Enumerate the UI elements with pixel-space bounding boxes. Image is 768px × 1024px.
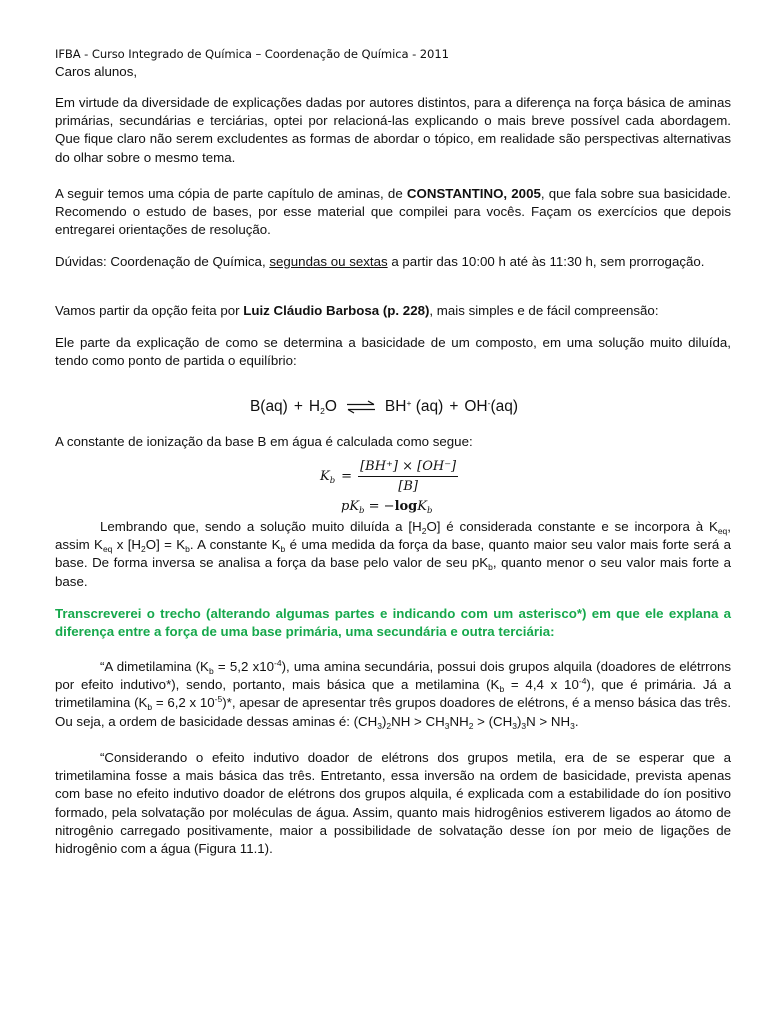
paragraph-source xyxy=(55,185,731,240)
product-conjugate-acid: BH+ (aq) xyxy=(384,398,444,415)
source-citation: CONSTANTINO, 2005 xyxy=(406,186,541,201)
kb-formula xyxy=(320,455,458,497)
highlight-heading: Transcreverei o trecho (alterando algumas partes e indicando com um asterisco*) em que ele explana a diferença entre a força de uma base primária, uma secundária e outra terciária: xyxy=(55,606,731,640)
equilibrium-arrow-icon xyxy=(345,400,377,414)
equals-sign: = xyxy=(341,468,353,484)
paragraph-source-after: , que fala sobre sua basicidade. Recomendo o estudo de bases, por esse material que compilei para vocês. Façam os exercícios que depois entregarei orientações de resolução. xyxy=(55,186,731,238)
kb-denominator: [B] xyxy=(398,478,418,494)
paragraph-author-before: Vamos partir da opção feita por xyxy=(55,303,244,318)
kb-fraction xyxy=(358,459,458,494)
paragraph-kb-explanation: Lembrando que, sendo a solução muito diluída a $[H_2O]$ é considerada constante e se incorpora à $K_{eq}$, assim $K_{eq}$ x $[H_2O] = K_b$. A constante $K_b$ é uma medida da força da base, quanto maior seu valor mais forte será a base. De forma inversa se analisa a força da base pelo valor de seu $pK_b$, quanto menor o seu valor mais forte a base. xyxy=(55,519,731,589)
pkb-formula: $pK_b = -\log K_b$ xyxy=(341,499,433,516)
paragraph-questions xyxy=(55,253,731,271)
paragraph-constant-intro: A constante de ionização da base B em água é calculada como segue: xyxy=(55,434,473,449)
paragraph-intro: Em virtude da diversidade de explicações dadas por autores distintos, para a diferença na força básica de aminas primárias, secundárias e terciárias, optei por relacioná-las explicando o mais breve possível cada abordagem. Que fique claro não serem excludentes as formas de abordar o tópico, em realidade são perspectivas alternativas do olhar sobre o mesmo tema. xyxy=(55,95,731,165)
document-header: IFBA - Curso Integrado de Química – Coordenação de Química - 2011 xyxy=(55,47,449,61)
paragraph-source-before: A seguir temos uma cópia de parte capítulo de aminas, de xyxy=(55,186,407,201)
product-hydroxide: OH-(aq) xyxy=(464,398,519,415)
paragraph-questions-after: a partir das 10:00 h até às 11:30 h, sem prorrogação. xyxy=(387,254,705,269)
paragraph-author-after: , mais simples e de fácil compreensão: xyxy=(429,303,659,318)
reactant-water: $H_2O$ xyxy=(308,398,337,416)
paragraph-questions-before: Dúvidas: Coordenação de Química, xyxy=(55,254,270,269)
reactant-base: B(aq) xyxy=(249,398,288,415)
greeting: Caros alunos, xyxy=(55,64,138,79)
plus-sign: + xyxy=(449,398,459,415)
plus-sign: + xyxy=(293,398,303,415)
paragraph-author xyxy=(55,302,731,320)
kb-numerator: [BH⁺] × [OH⁻] xyxy=(358,459,458,477)
office-days: segundas ou sextas xyxy=(269,254,388,269)
quote-dimethylamine: “A dimetilamina ($K_b = 5,2$ $x10^{-4}$), uma amina secundária, possui dois grupos alquila (doadores de elétrrons por efeito indutivo*), sendo, portanto, mais básica que a metilamina ($K_b = 4,4$ x $10^{-4}$), que é primária. Já a trimetilamina ($K_b = 6,2$ x $10^{-5})*$, apesar de apresentar três grupos doadores de elétrons, é a menso básica das três. Ou seja, a ordem de basicidade dessas aminas é: $(CH_3)_2NH > CH_3NH_2 > (CH_3)_3N > NH_3$. xyxy=(55,658,732,731)
quote-solvation: “Considerando o efeito indutivo doador de elétrons dos grupos metila, era de se esperar que a trimetilamina fosse a mais básica das três. Entretanto, essa inversão na ordem de basicidade, prevista apenas com base no efeito indutivo doador de elétrons dos grupos alquila, é explicada com a estabilidade do íon positivo formado, pela solvatação por moléculas de água. Assim, quanto mais hidrogênios estiverem ligados ao átomo de nitrogênio carregado positivamente, maior a possibilidade de solvatação desse íon por meio de ligações de hidrogênio com a água (Figura 11.1). xyxy=(55,750,731,857)
author-citation: Luiz Cláudio Barbosa (p. 228) xyxy=(243,303,430,318)
kb-symbol: $K_b$ xyxy=(320,468,336,486)
paragraph-equilibrium-intro: Ele parte da explicação de como se determina a basicidade de um composto, em uma solução muito diluída, tendo como ponto de partida o equilíbrio: xyxy=(55,335,731,369)
equilibrium-equation xyxy=(0,395,768,419)
